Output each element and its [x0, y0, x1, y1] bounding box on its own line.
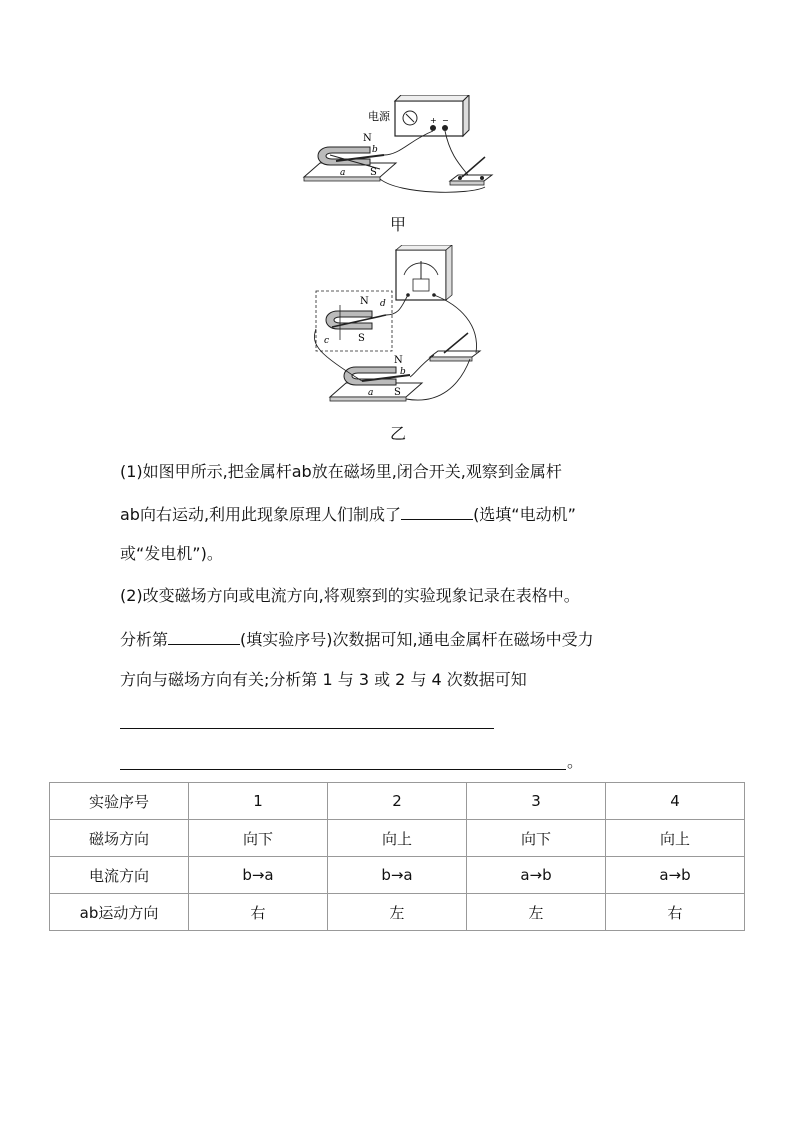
q1-line2 — [120, 503, 576, 525]
q1-line3: 或“发电机”)。 — [120, 544, 223, 563]
figure-a-caption: 甲 — [390, 215, 407, 234]
minus-label: − — [442, 116, 449, 125]
table-cell: 向下 — [189, 820, 328, 857]
table-cell: 向上 — [606, 820, 745, 857]
magnet-base — [304, 147, 396, 181]
q1-line2-post: (选填“电动机” — [473, 505, 576, 524]
table-cell: 右 — [189, 894, 328, 931]
q2-answer-blank-1[interactable] — [168, 628, 240, 645]
table-row-header: ab运动方向 — [50, 894, 189, 931]
plus-label: + — [430, 116, 437, 125]
q1-answer-blank[interactable] — [401, 503, 473, 520]
table-row — [50, 894, 745, 931]
table-row — [50, 857, 745, 894]
table-cell: b→a — [189, 857, 328, 894]
table-cell: a→b — [606, 857, 745, 894]
table-cell: b→a — [328, 857, 467, 894]
q2-answer-line-2[interactable] — [120, 769, 566, 770]
q2-end-mark: 。 — [567, 752, 584, 771]
table-cell: 4 — [606, 783, 745, 820]
table-cell: 左 — [467, 894, 606, 931]
q1-line2-pre: ab向右运动,利用此现象原理人们制成了 — [120, 505, 402, 524]
table-row-header: 电流方向 — [50, 857, 189, 894]
q2-line2-post: (填实验序号)次数据可知,通电金属杆在磁场中受力 — [240, 630, 594, 649]
experiment-table — [49, 782, 745, 931]
table-row-header: 实验序号 — [50, 783, 189, 820]
q2-line2 — [120, 628, 594, 650]
label-n: N — [363, 133, 372, 144]
power-label: 电源 — [368, 110, 390, 123]
table-row — [50, 783, 745, 820]
label-a: a — [340, 168, 346, 178]
table-cell: 向下 — [467, 820, 606, 857]
upper-magnet — [326, 305, 386, 340]
q2-answer-line-1[interactable] — [120, 728, 494, 729]
figure-a-apparatus — [300, 95, 500, 200]
table-cell: 2 — [328, 783, 467, 820]
table-cell: 右 — [606, 894, 745, 931]
switch — [450, 157, 492, 185]
table-cell: 左 — [328, 894, 467, 931]
q2-line1: (2)改变磁场方向或电流方向,将观察到的实验现象记录在表格中。 — [120, 586, 580, 605]
label-s-upper: S — [358, 333, 365, 344]
table-cell: 向上 — [328, 820, 467, 857]
label-n-upper: N — [360, 296, 369, 307]
lower-magnet — [330, 367, 422, 401]
table-cell: 3 — [467, 783, 606, 820]
table-cell: 1 — [189, 783, 328, 820]
label-b: b — [372, 145, 378, 155]
galvanometer — [396, 245, 452, 300]
q2-line2-pre: 分析第 — [120, 630, 169, 649]
label-c: c — [324, 336, 330, 346]
label-s-lower: S — [394, 387, 401, 398]
switch-b — [430, 333, 480, 361]
q2-line3: 方向与磁场方向有关;分析第 1 与 3 或 2 与 4 次数据可知 — [120, 670, 527, 689]
figure-b-caption: 乙 — [390, 424, 407, 443]
label-s: S — [370, 167, 377, 178]
label-b-lower: b — [400, 367, 406, 377]
label-a-lower: a — [368, 388, 374, 398]
figure-b-apparatus — [310, 245, 500, 410]
table-row-header: 磁场方向 — [50, 820, 189, 857]
label-d: d — [380, 299, 386, 309]
table-cell: a→b — [467, 857, 606, 894]
q1-line1: (1)如图甲所示,把金属杆ab放在磁场里,闭合开关,观察到金属杆 — [120, 462, 562, 481]
table-row — [50, 820, 745, 857]
label-n-lower: N — [394, 355, 403, 366]
